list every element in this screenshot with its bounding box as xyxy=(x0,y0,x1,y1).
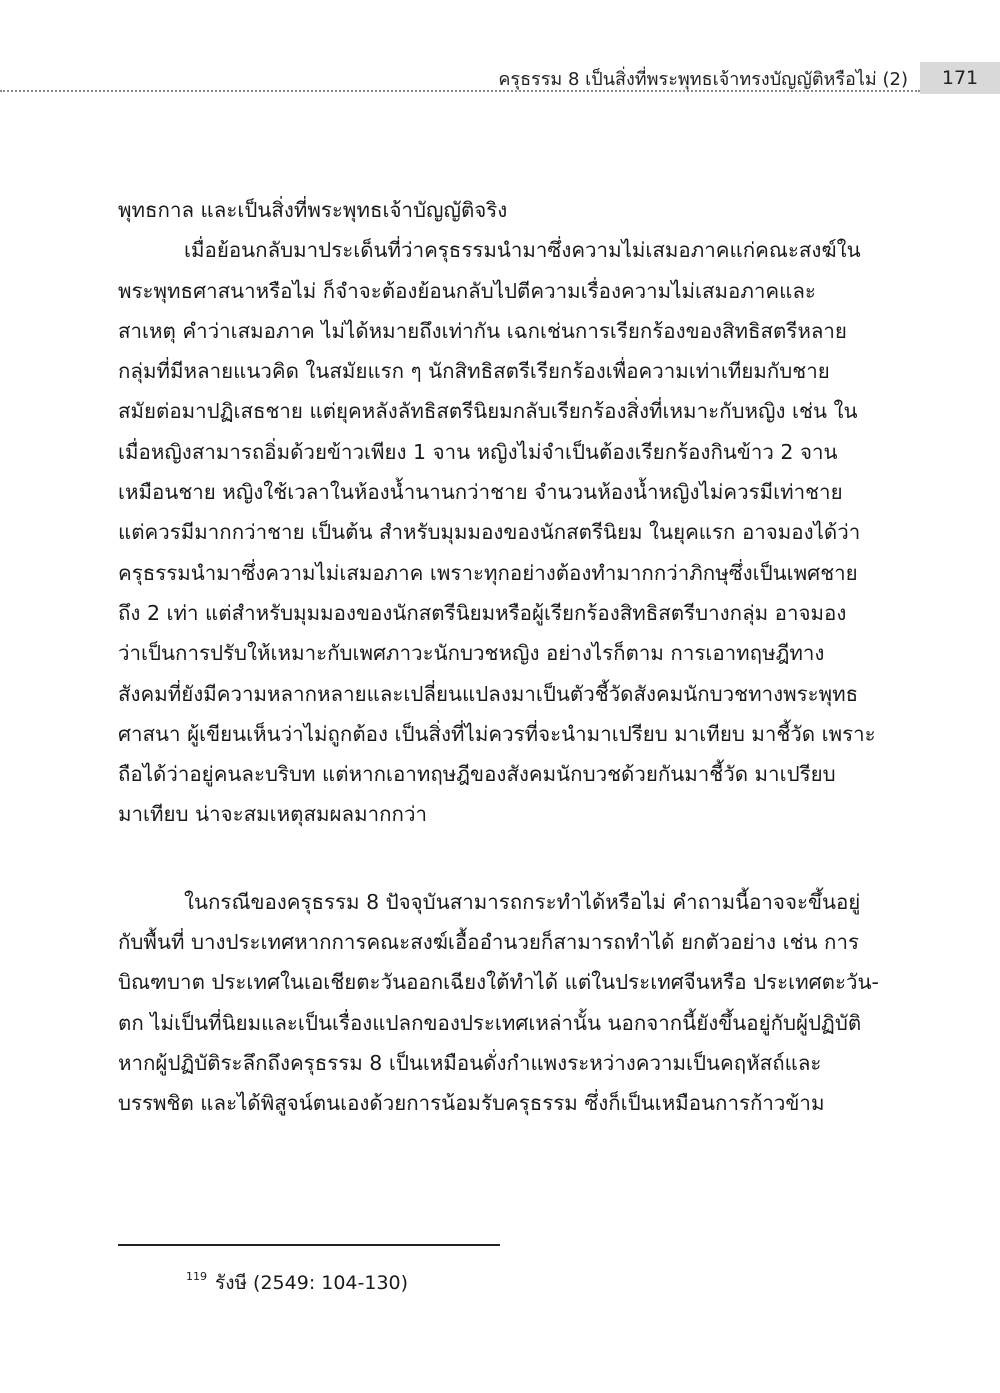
text-line: เมื่อหญิงสามารถอิ่มด้วยข้าวเพียง 1 จาน หญิงไม่จำเป็นต้องเรียกร้องกินข้าว 2 จาน xyxy=(118,439,838,464)
footnote xyxy=(186,1268,408,1298)
body-text xyxy=(118,190,886,1124)
paragraph-gap xyxy=(118,835,886,882)
footnote-text: รังษี (2549: 104-130) xyxy=(215,1272,409,1294)
footnote-number: 119 xyxy=(186,1270,207,1283)
text-line: กลุ่มที่มีหลายแนวคิด ในสมัยแรก ๆ นักสิทธิสตรีเรียกร้องเพื่อความเท่าเทียมกับชาย xyxy=(118,359,830,384)
page-number: 171 xyxy=(920,62,1000,94)
text-line: ศาสนา ผู้เขียนเห็นว่าไม่ถูกต้อง เป็นสิ่งที่ไม่ควรที่จะนำมาเปรียบ มาเทียบ มาชี้วัด เพราะ xyxy=(118,721,876,746)
text-line: สังคมที่ยังมีความหลากหลายและเปลี่ยนแปลงมาเป็นตัวชี้วัดสังคมนักบวชทางพระพุทธ xyxy=(118,681,859,706)
text-line: ถึง 2 เท่า แต่สำหรับมุมมองของนักสตรีนิยมหรือผู้เรียกร้องสิทธิสตรีบางกลุ่ม อาจมอง xyxy=(118,600,847,625)
text-line: ในกรณีของครุธรรม 8 ปัจจุบันสามารถกระทำได้หรือไม่ คำถามนี้อาจจะขึ้นอยู่ xyxy=(184,889,861,914)
text-line: ตก ไม่เป็นที่นิยมและเป็นเรื่องแปลกของประเทศเหล่านั้น นอกจากนี้ยังขึ้นอยู่กับผู้ปฏิบัติ xyxy=(118,1010,862,1035)
paragraph-2 xyxy=(118,882,886,1124)
text-line: ว่าเป็นการปรับให้เหมาะกับเพศภาวะนักบวชหญิง อย่างไรก็ตาม การเอาทฤษฎีทาง xyxy=(118,641,825,666)
text-line: บิณฑบาต ประเทศในเอเชียตะวันออกเฉียงใต้ทำได้ แต่ในประเทศจีนหรือ ประเทศตะวัน- xyxy=(118,970,879,995)
text-line: ครุธรรมนำมาซึ่งความไม่เสมอภาค เพราะทุกอย่างต้องทำมากกว่าภิกษุซึ่งเป็นเพศชาย xyxy=(118,560,858,585)
text-line: ถือได้ว่าอยู่คนละบริบท แต่หากเอาทฤษฎีของสังคมนักบวชด้วยกันมาชี้วัด มาเปรียบ xyxy=(118,762,836,787)
text-line: พระพุทธศาสนาหรือไม่ ก็จำจะต้องย้อนกลับไปตีความเรื่องความไม่เสมอภาคและ xyxy=(118,278,816,303)
text-line: หากผู้ปฏิบัติระลึกถึงครุธรรม 8 เป็นเหมือนดั่งกำแพงระหว่างความเป็นคฤหัสถ์และ xyxy=(118,1050,822,1075)
header-dotted-rule xyxy=(0,90,920,92)
text-line: สมัยต่อมาปฏิเสธชาย แต่ยุคหลังลัทธิสตรีนิยมกลับเรียกร้องสิ่งที่เหมาะกับหญิง เช่น ใน xyxy=(118,399,858,424)
text-line: แต่ควรมีมากกว่าชาย เป็นต้น สำหรับมุมมองของนักสตรีนิยม ในยุคแรก อาจมองได้ว่า xyxy=(118,520,861,545)
chapter-title: ครุธรรม 8 เป็นสิ่งที่พระพุทธเจ้าทรงบัญญัติหรือไม่ (2) xyxy=(498,69,908,90)
footnote-separator xyxy=(118,1244,500,1246)
text-line: เมื่อย้อนกลับมาประเด็นที่ว่าครุธรรมนำมาซึ่งความไม่เสมอภาคแก่คณะสงฆ์ใน xyxy=(184,238,861,263)
text-line: เหมือนชาย หญิงใช้เวลาในห้องน้ำนานกว่าชาย จำนวนห้องน้ำหญิงไม่ควรมีเท่าชาย xyxy=(118,480,843,505)
paragraph-1 xyxy=(118,190,886,835)
text-line: มาเทียบ น่าจะสมเหตุสมผลมากกว่า xyxy=(118,802,427,827)
text-line: สาเหตุ คำว่าเสมอภาค ไม่ได้หมายถึงเท่ากัน เฉกเช่นการเรียกร้องของสิทธิสตรีหลาย xyxy=(118,318,847,343)
text-line: กับพื้นที่ บางประเทศหากการคณะสงฆ์เอื้ออำนวยก็สามารถทำได้ ยกตัวอย่าง เช่น การ xyxy=(118,930,859,955)
text-line: บรรพชิต และได้พิสูจน์ตนเองด้วยการน้อมรับครุธรรม ซึ่งก็เป็นเหมือนการก้าวข้าม xyxy=(118,1091,825,1116)
text-line: พุทธกาล และเป็นสิ่งที่พระพุทธเจ้าบัญญัติจริง xyxy=(118,198,508,222)
